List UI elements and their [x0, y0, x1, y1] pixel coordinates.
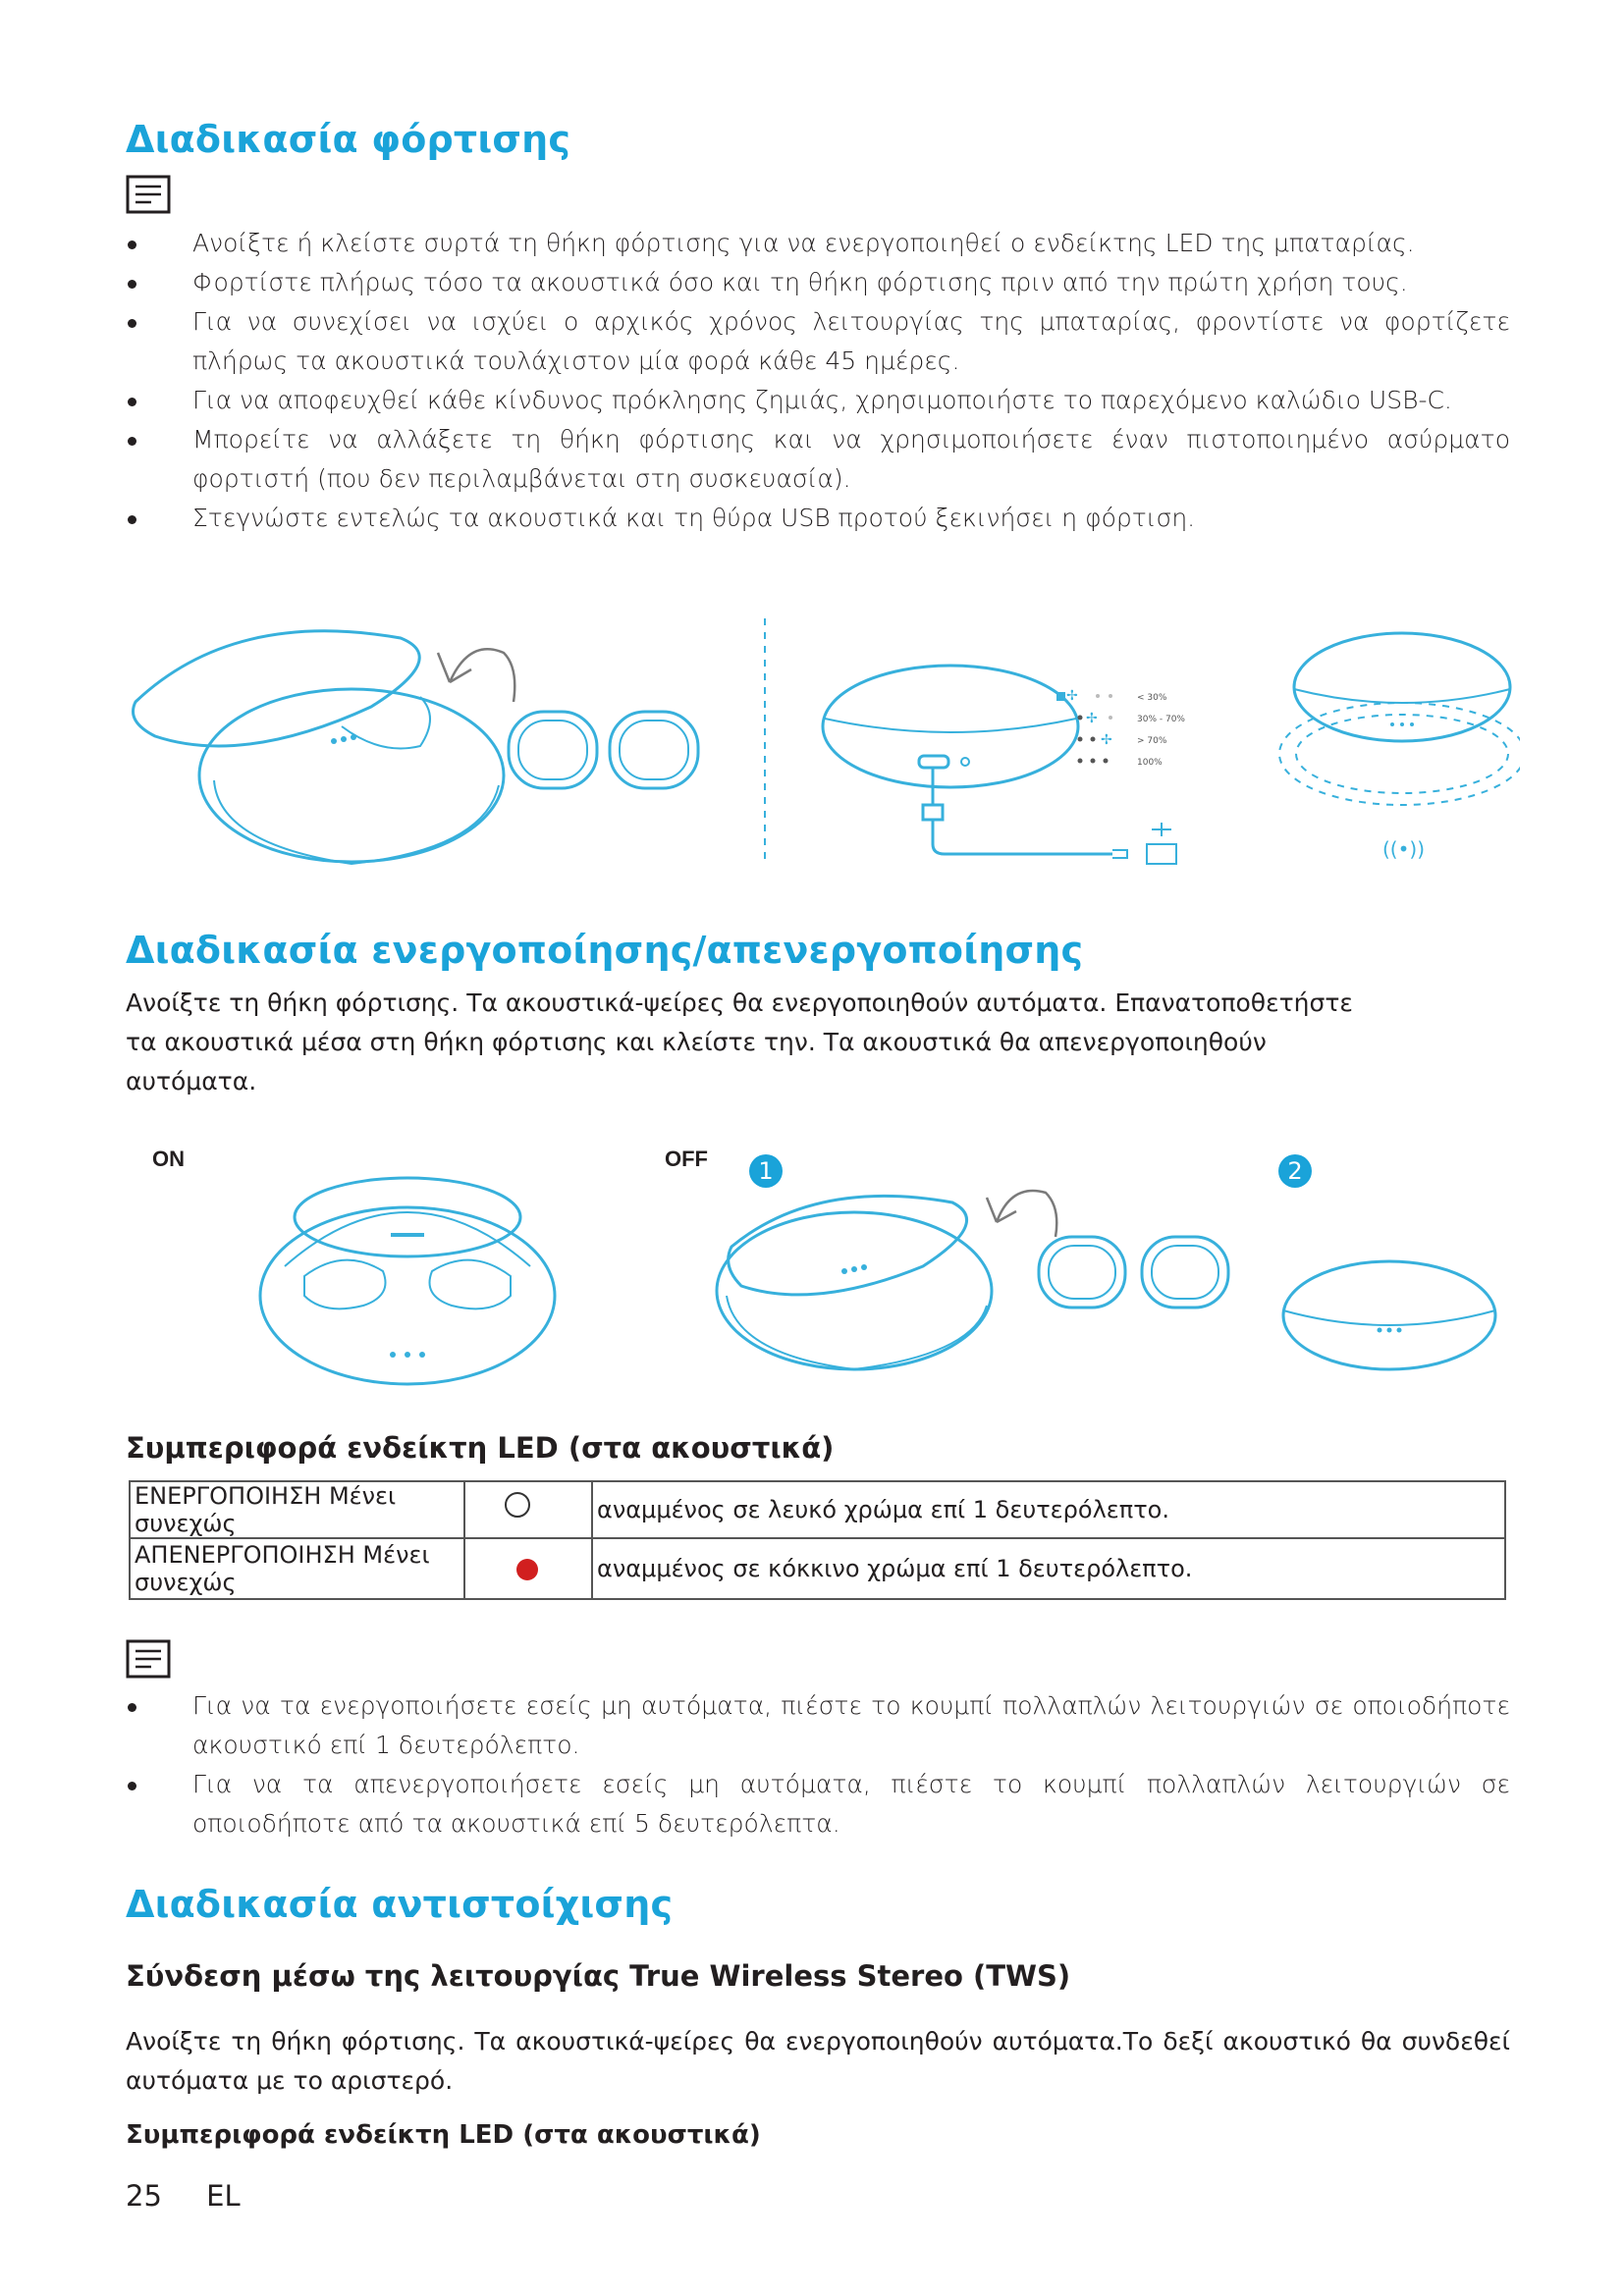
notes-bullet-list: [126, 1686, 1510, 1843]
note-icon: [126, 175, 173, 214]
closed-case-illustration: [1283, 1261, 1495, 1369]
table-cell-led: [464, 1538, 592, 1599]
list-item: Φορτίστε πλήρως τόσο τα ακουστικά όσο και τη θήκη φόρτισης πριν από την πρώτη χρήση τους.: [126, 263, 1510, 302]
table-row: [130, 1538, 1505, 1599]
close-arrow-icon: [987, 1191, 1056, 1237]
charging-bullet-list: [126, 224, 1510, 538]
svg-text:✢: ✢: [1066, 688, 1078, 704]
section-title-power: Διαδικασία ενεργοποίησης/απενεργοποίησης: [126, 929, 1084, 972]
usb-cable: [923, 768, 1112, 854]
open-case-illustration: [134, 631, 505, 864]
state-desc: Μένει συνεχώς: [135, 1541, 430, 1596]
led-behavior-title: Συμπεριφορά ενδείκτη LED (στα ακουστικά): [126, 1431, 835, 1465]
battery-level-label: > 70%: [1137, 736, 1167, 746]
note-icon: [126, 1639, 173, 1679]
state-label: ΑΠΕΝΕΡΓΟΠΟΙΗΣΗ: [135, 1541, 355, 1569]
section-title-pairing: Διαδικασία αντιστοίχισης: [126, 1883, 674, 1926]
pairing-led-title: Συμπεριφορά ενδείκτη LED (στα ακουστικά): [126, 2120, 761, 2150]
pairing-subtitle: Σύνδεση μέσω της λειτουργίας True Wireless Stereo (TWS): [126, 1959, 1071, 1993]
step-2-badge: 2: [1278, 1154, 1312, 1188]
table-row: [130, 1481, 1505, 1538]
page-number: 25: [126, 2179, 162, 2213]
battery-level-label: < 30%: [1137, 693, 1167, 703]
svg-text:✢: ✢: [1101, 732, 1112, 748]
table-cell-desc: αναμμένος σε κόκκινο χρώμα επί 1 δευτερόλεπτο.: [592, 1538, 1505, 1599]
charging-illustration: [126, 609, 1520, 888]
on-case-illustration: [260, 1178, 555, 1384]
svg-text:✢: ✢: [1086, 711, 1098, 726]
table-cell-state: [130, 1538, 464, 1599]
state-label: ΕΝΕΡΓΟΠΟΙΗΣΗ: [135, 1482, 322, 1510]
wireless-charging-icon: ((•)): [1382, 837, 1426, 861]
table-cell-desc: αναμμένος σε λευκό χρώμα επί 1 δευτερόλεπτο.: [592, 1481, 1505, 1538]
pairing-paragraph: Ανοίξτε τη θήκη φόρτισης. Τα ακουστικά-ψείρες θα ενεργοποιηθούν αυτόματα.Το δεξί ακουστικό θα συνδεθεί αυτόματα με το αριστερό.: [126, 2027, 1510, 2095]
list-item: Μπορείτε να αλλάξετε τη θήκη φόρτισης και να χρησιμοποιήσετε έναν πιστοποιημένο ασύρματο φορτιστή (που δεν περιλαμβάνεται στη συσκευασία).: [126, 420, 1510, 499]
led-red-indicator: [516, 1559, 538, 1580]
list-item: Για να συνεχίσει να ισχύει ο αρχικός χρόνος λειτουργίας της μπαταρίας, φροντίστε να φορτίζετε πλήρως τα ακουστικά τουλάχιστον μία φορά κάθε 45 ημέρες.: [126, 302, 1510, 381]
step-1-badge: 1: [749, 1154, 783, 1188]
list-item: Για να αποφευχθεί κάθε κίνδυνος πρόκλησης ζημιάς, χρησιμοποιήστε το παρεχόμενο καλώδιο USB-C.: [126, 381, 1510, 420]
table-cell-state: [130, 1481, 464, 1538]
label-on: ON: [152, 1147, 185, 1171]
power-paragraph: Ανοίξτε τη θήκη φόρτισης. Τα ακουστικά-ψείρες θα ενεργοποιηθούν αυτόματα. Επανατοποθετήστε τα ακουστικά μέσα στη θήκη φόρτισης και κλείστε την. Τα ακουστικά θα απενεργοποιηθούν αυτόματα.: [126, 988, 1353, 1095]
off-case-illustration: [717, 1196, 992, 1369]
power-illustration: [245, 1168, 1522, 1394]
battery-indicator: [1056, 688, 1185, 768]
label-off: OFF: [665, 1147, 708, 1171]
battery-level-label: 30% - 70%: [1137, 715, 1185, 724]
table-cell-led: [464, 1481, 592, 1538]
open-arrow-icon: [438, 649, 514, 702]
list-item: Για να τα ενεργοποιήσετε εσείς μη αυτόματα, πιέστε το κουμπί πολλαπλών λειτουργιών σε οποιοδήποτε ακουστικό επί 1 δευτερόλεπτο.: [126, 1686, 1510, 1765]
language-code: EL: [206, 2179, 241, 2213]
battery-level-label: 100%: [1137, 758, 1163, 768]
led-behavior-table: [129, 1480, 1506, 1600]
list-item: Στεγνώστε εντελώς τα ακουστικά και τη θύρα USB προτού ξεκινήσει η φόρτιση.: [126, 499, 1510, 538]
list-item: Ανοίξτε ή κλείστε συρτά τη θήκη φόρτισης για να ενεργοποιηθεί ο ενδείκτης LED της μπαταρίας.: [126, 224, 1510, 263]
led-white-indicator: [505, 1492, 530, 1518]
page-footer: [126, 2179, 276, 2213]
list-item: Για να τα απενεργοποιήσετε εσείς μη αυτόματα, πιέστε το κουμπί πολλαπλών λειτουργιών σε οποιοδήποτε από τα ακουστικά επί 5 δευτερόλεπτα.: [126, 1765, 1510, 1843]
section-title-charging: Διαδικασία φόρτισης: [126, 118, 571, 161]
state-desc: Μένει συνεχώς: [135, 1482, 397, 1537]
